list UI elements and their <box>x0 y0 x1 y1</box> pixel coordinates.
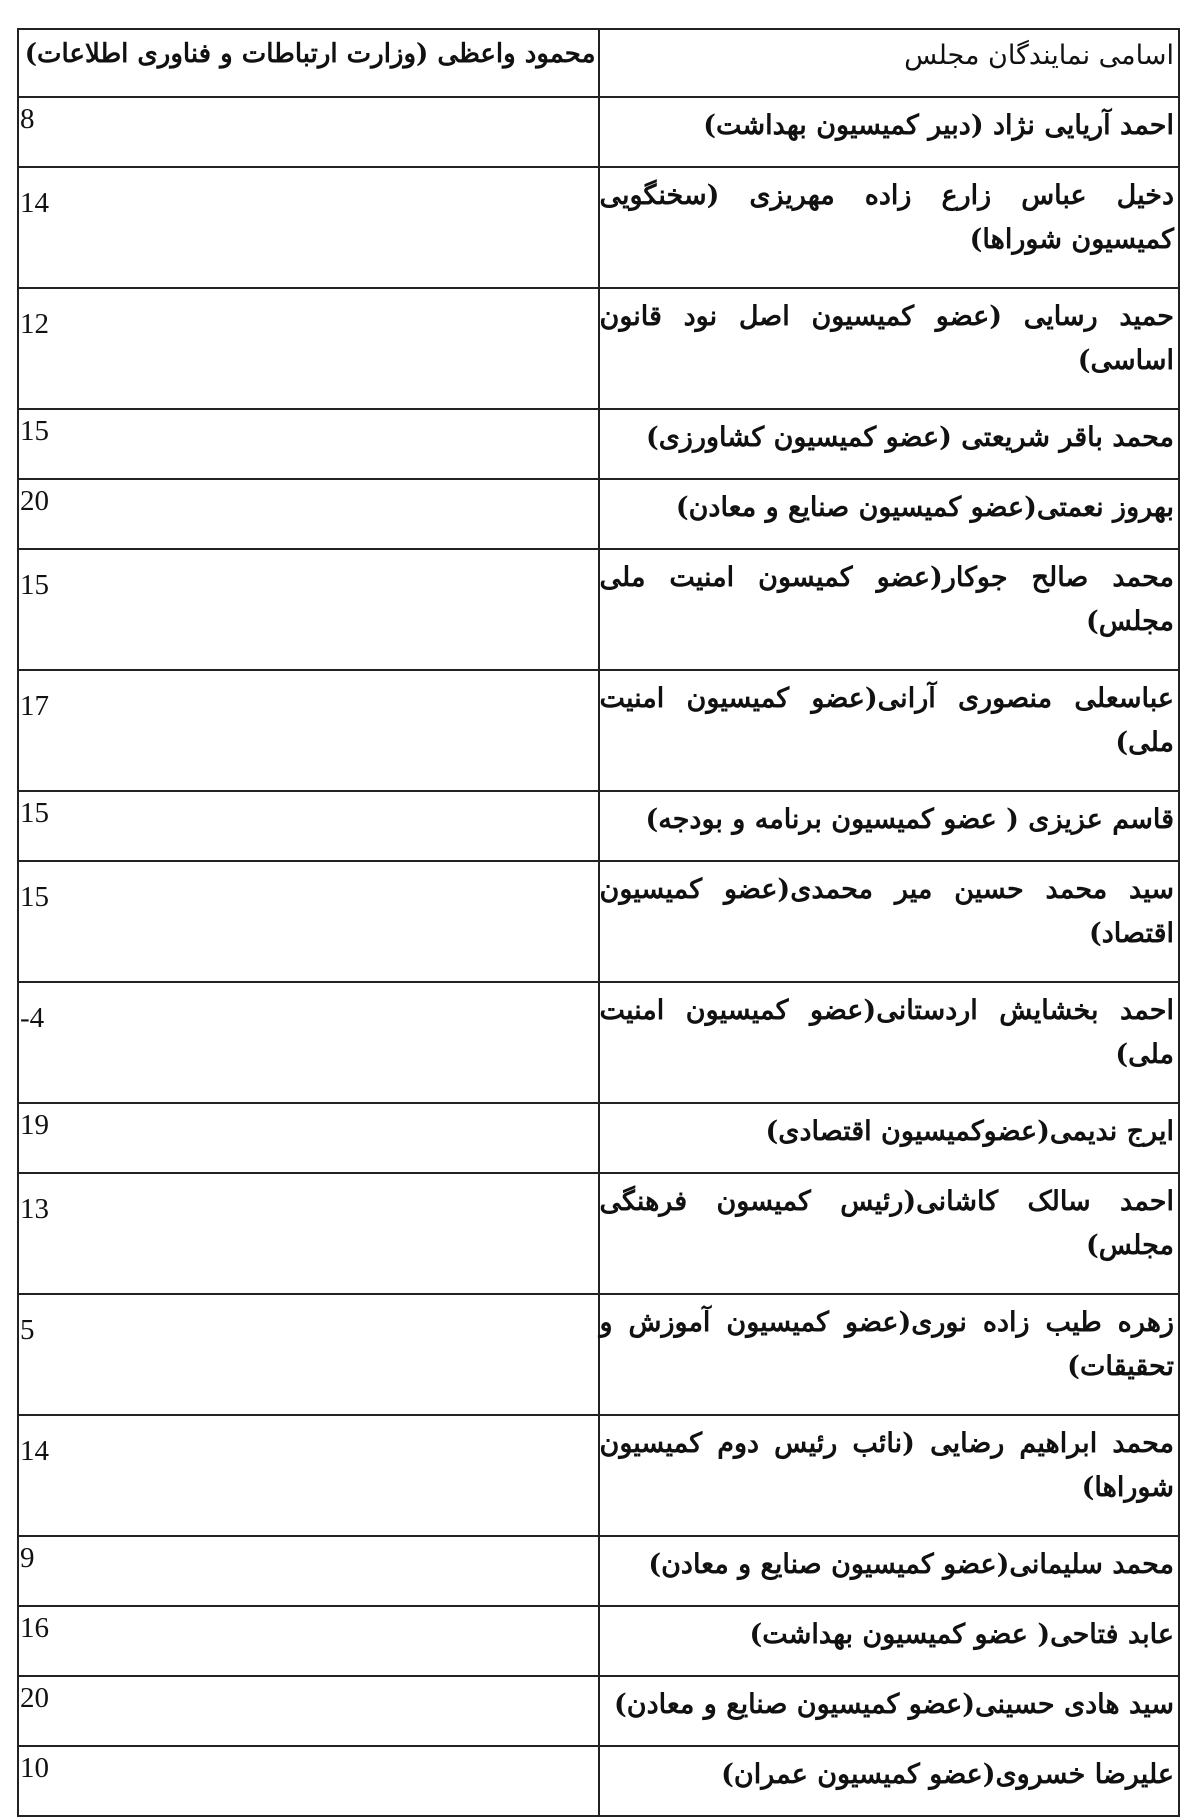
table-row <box>18 479 1179 549</box>
table-row <box>18 791 1179 861</box>
score-cell: 19 <box>18 1103 599 1173</box>
table-row <box>18 409 1179 479</box>
score-cell: 17 <box>18 670 599 791</box>
table-row <box>18 167 1179 288</box>
representative-name-cell: ایرج ندیمی(عضوکمیسیون اقتصادی) <box>599 1103 1180 1173</box>
table-row <box>18 1536 1179 1606</box>
table-row <box>18 1746 1179 1816</box>
table-row <box>18 288 1179 409</box>
score-cell: -4 <box>18 982 599 1103</box>
table-row <box>18 1606 1179 1676</box>
table-row <box>18 982 1179 1103</box>
table-header-row <box>18 29 1179 97</box>
representative-name-cell: محمد سلیمانی(عضو کمیسیون صنایع و معادن) <box>599 1536 1180 1606</box>
representative-name-cell: احمد آریایی نژاد (دبیر کمیسیون بهداشت) <box>599 97 1180 167</box>
table-row <box>18 670 1179 791</box>
table-row <box>18 549 1179 670</box>
table-row <box>18 1294 1179 1415</box>
table-row <box>18 861 1179 982</box>
score-cell: 9 <box>18 1536 599 1606</box>
representative-name-cell: بهروز نعمتی(عضو کمیسیون صنایع و معادن) <box>599 479 1180 549</box>
representative-name-cell: قاسم عزیزی ( عضو کمیسیون برنامه و بودجه) <box>599 791 1180 861</box>
score-cell: 10 <box>18 1746 599 1816</box>
representative-name-cell: احمد بخشایش اردستانی(عضو کمیسیون امنیت ملی) <box>599 982 1180 1103</box>
representative-name-cell: محمد باقر شریعتی (عضو کمیسیون کشاورزی) <box>599 409 1180 479</box>
representatives-scores-table <box>17 28 1180 1817</box>
representative-name-cell: سید هادی حسینی(عضو کمیسیون صنایع و معادن) <box>599 1676 1180 1746</box>
score-cell: 15 <box>18 791 599 861</box>
representative-name-cell: علیرضا خسروی(عضو کمیسیون عمران) <box>599 1746 1180 1816</box>
representative-name-cell: محمد صالح جوکار(عضو کمیسون امنیت ملی مجلس) <box>599 549 1180 670</box>
table-row <box>18 1103 1179 1173</box>
representative-name-cell: محمد ابراهیم رضایی (نائب رئیس دوم کمیسیون شوراها) <box>599 1415 1180 1536</box>
score-cell: 20 <box>18 1676 599 1746</box>
table-row <box>18 1676 1179 1746</box>
representative-name-cell: عابد فتاحی( عضو کمیسیون بهداشت) <box>599 1606 1180 1676</box>
representative-name-cell: حمید رسایی (عضو کمیسیون اصل نود قانون اساسی) <box>599 288 1180 409</box>
table-row <box>18 1415 1179 1536</box>
minister-column-header: محمود واعظی (وزارت ارتباطات و فناوری اطلاعات) <box>18 29 599 97</box>
score-cell: 15 <box>18 549 599 670</box>
score-cell: 16 <box>18 1606 599 1676</box>
names-column-header: اسامی نمایندگان مجلس <box>599 29 1180 97</box>
table-row <box>18 1173 1179 1294</box>
score-cell: 13 <box>18 1173 599 1294</box>
score-cell: 15 <box>18 861 599 982</box>
representative-name-cell: زهره طیب زاده نوری(عضو کمیسیون آموزش و تحقیقات) <box>599 1294 1180 1415</box>
score-cell: 14 <box>18 167 599 288</box>
score-cell: 8 <box>18 97 599 167</box>
score-cell: 5 <box>18 1294 599 1415</box>
score-cell: 15 <box>18 409 599 479</box>
score-cell: 14 <box>18 1415 599 1536</box>
score-cell: 20 <box>18 479 599 549</box>
representative-name-cell: عباسعلی منصوری آرانی(عضو کمیسیون امنیت ملی) <box>599 670 1180 791</box>
scores-document <box>17 28 1180 1817</box>
table-row <box>18 97 1179 167</box>
representative-name-cell: دخیل عباس زارع زاده مهریزی (سخنگویی کمیسیون شوراها) <box>599 167 1180 288</box>
representative-name-cell: احمد سالک کاشانی(رئیس کمیسون فرهنگی مجلس) <box>599 1173 1180 1294</box>
representative-name-cell: سید محمد حسین میر محمدی(عضو کمیسیون اقتصاد) <box>599 861 1180 982</box>
score-cell: 12 <box>18 288 599 409</box>
